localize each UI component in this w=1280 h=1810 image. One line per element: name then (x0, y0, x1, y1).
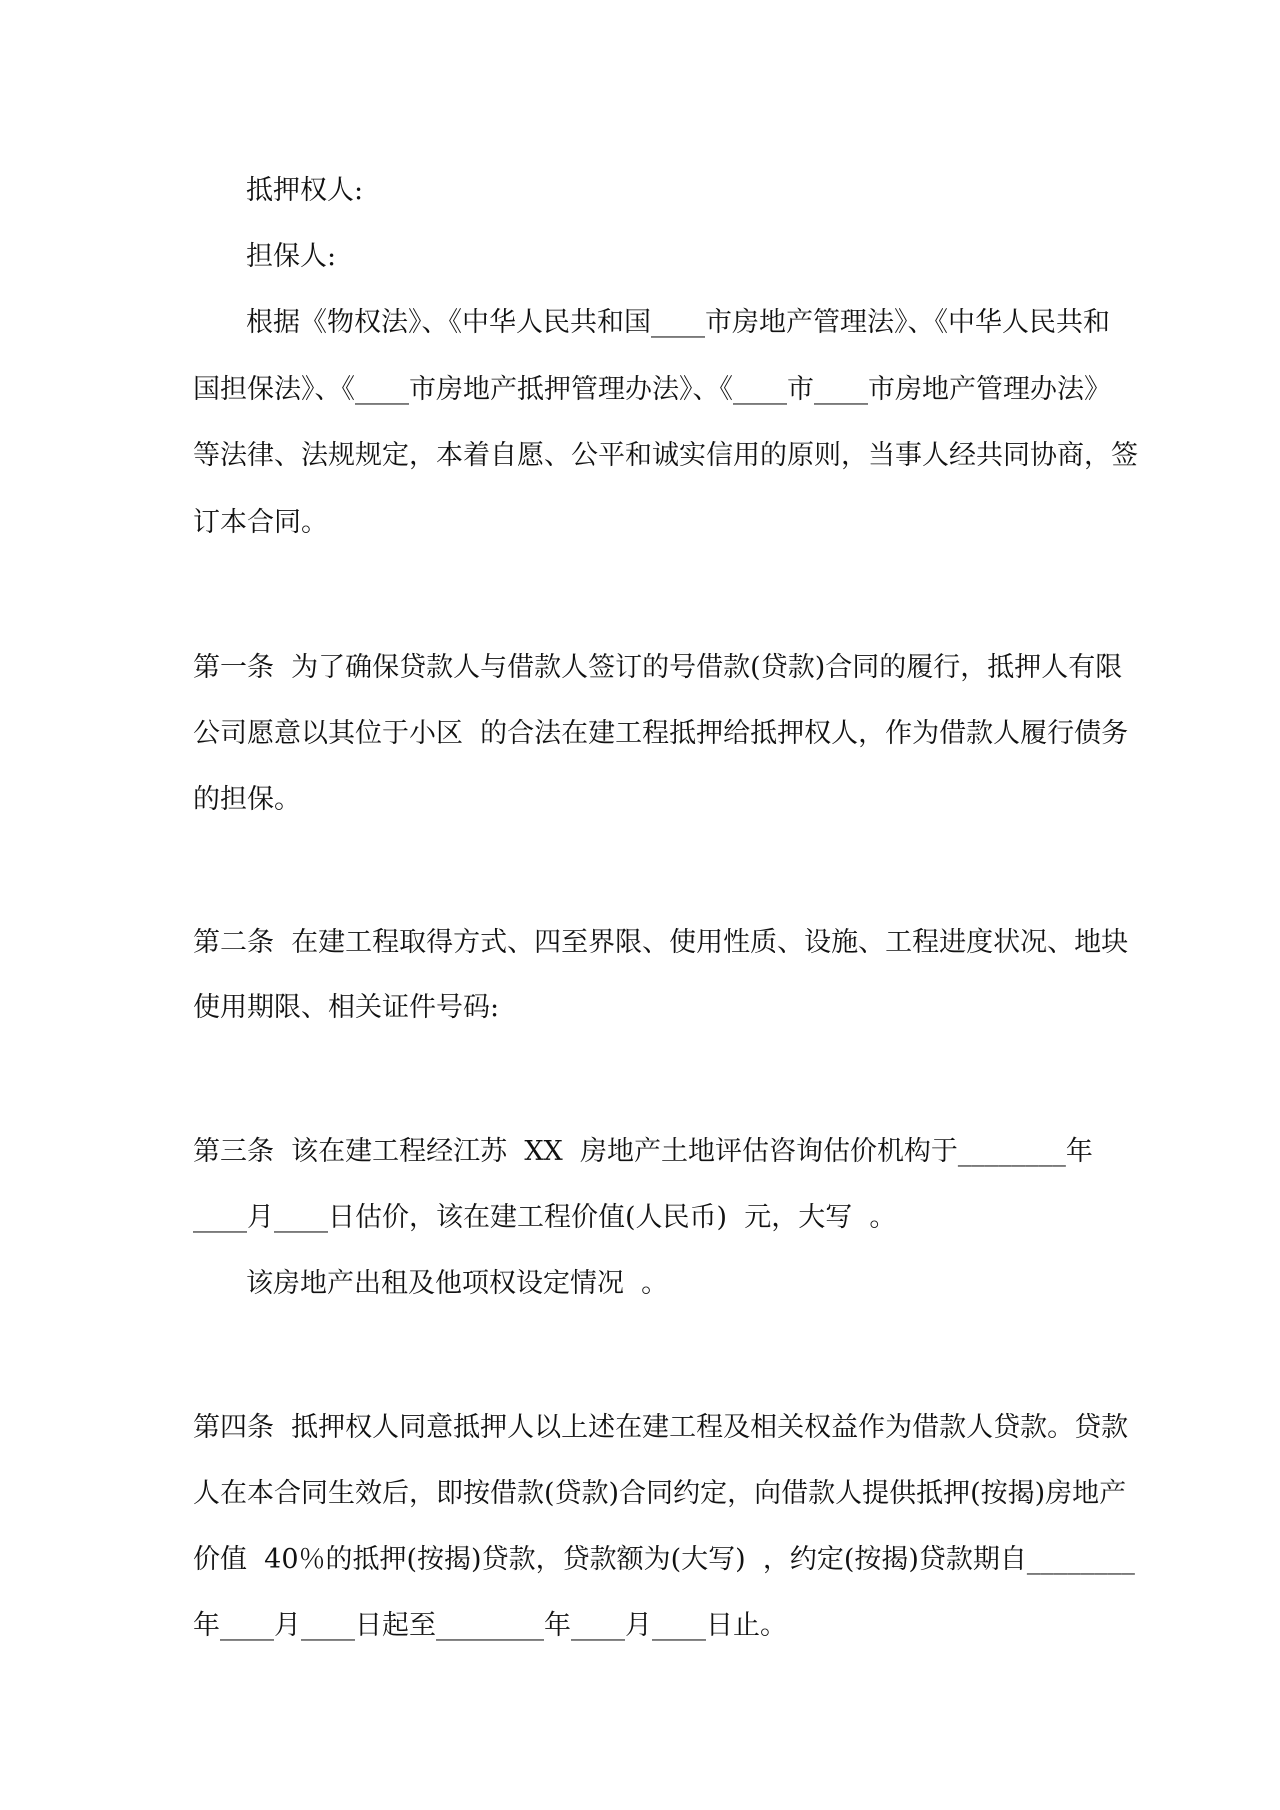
article-1-line-2: 公司愿意以其位于小区 的合法在建工程抵押给抵押权人，作为借款人履行债务 (193, 718, 1129, 749)
preamble-line-4: 订本合同。 (193, 507, 328, 538)
article-4-line-2: 人在本合同生效后，即按借款(贷款)合同约定，向借款人提供抵押(按揭)房地产 (193, 1478, 1127, 1509)
article-1-line-1: 第一条 为了确保贷款人与借款人签订的号借款(贷款)合同的履行，抵押人有限 (193, 652, 1123, 683)
article-3-line-1: 第三条 该在建工程经江苏 XX 房地产土地评估咨询估价机构于________年 (193, 1136, 1093, 1167)
guarantor-label: 担保人: (246, 241, 337, 272)
preamble-line-1: 根据《物权法》、《中华人民共和国____市房地产管理法》、《中华人民共和 (246, 307, 1110, 338)
article-2-line-2: 使用期限、相关证件号码: (193, 992, 500, 1023)
article-3-line-2: ____月____日估价，该在建工程价值(人民币) 元，大写 。 (193, 1202, 897, 1233)
mortgagee-label: 抵押权人: (246, 175, 364, 206)
article-2-line-1: 第二条 在建工程取得方式、四至界限、使用性质、设施、工程进度状况、地块 (193, 927, 1129, 958)
preamble-line-2: 国担保法》、《____市房地产抵押管理办法》、《____市____市房地产管理办法》 (193, 374, 1111, 405)
article-4-line-4: 年____月____日起至________年____月____日止。 (193, 1610, 787, 1641)
article-4-line-3: 价值 40％的抵押(按揭)贷款，贷款额为(大写) ，约定(按揭)贷款期自________ (193, 1544, 1135, 1575)
preamble-line-3: 等法律、法规规定，本着自愿、公平和诚实信用的原则，当事人经共同协商，签 (193, 440, 1138, 471)
article-3-line-3: 该房地产出租及他项权设定情况 。 (246, 1268, 669, 1299)
article-4-line-1: 第四条 抵押权人同意抵押人以上述在建工程及相关权益作为借款人贷款。贷款 (193, 1412, 1129, 1443)
article-1-line-3: 的担保。 (193, 784, 301, 815)
